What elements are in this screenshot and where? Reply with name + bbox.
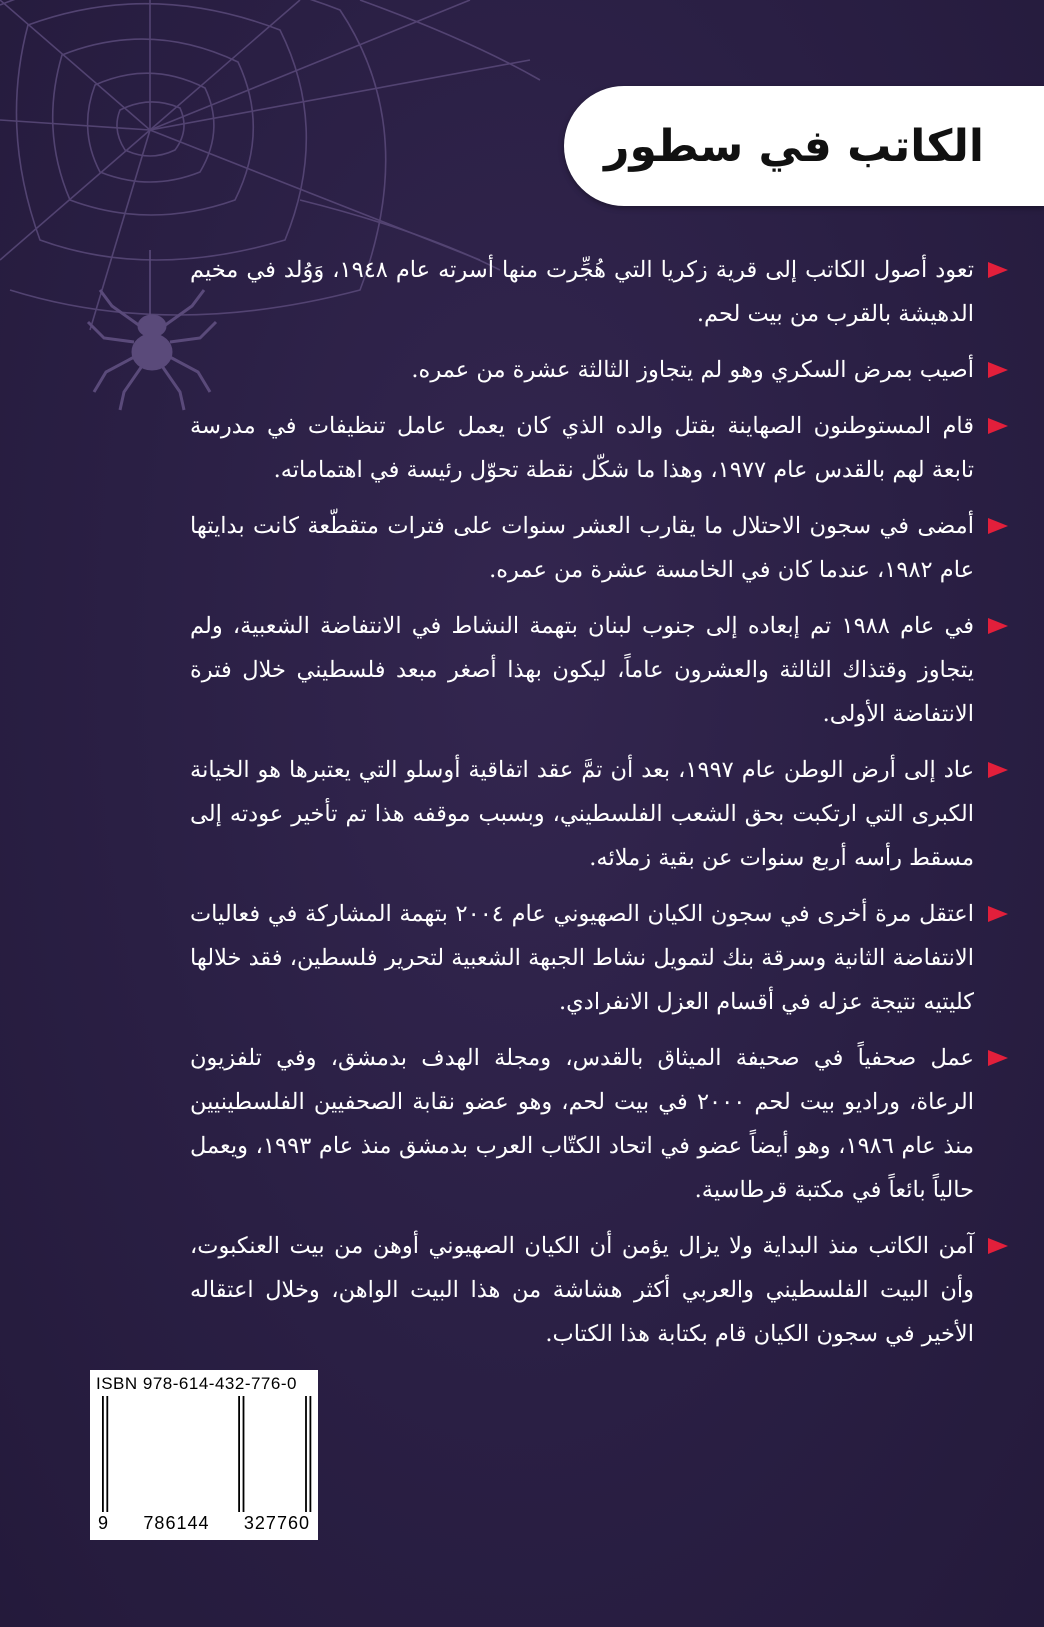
triangle-bullet-icon bbox=[988, 262, 1008, 278]
bio-item-text: أمضى في سجون الاحتلال ما يقارب العشر سنوات على فترات متقطّعة كانت بدايتها عام ١٩٨٢، عندما كان في الخامسة عشرة من عمره. bbox=[190, 513, 974, 583]
bio-item bbox=[190, 404, 1008, 492]
bio-item-text: تعود أصول الكاتب إلى قرية زكريا التي هُجِّرت منها أسرته عام ١٩٤٨، وَوُلد في مخيم الدهيشة بالقرب من بيت لحم. bbox=[190, 257, 974, 327]
triangle-bullet-icon bbox=[988, 518, 1008, 534]
bio-item-text: قام المستوطنون الصهاينة بقتل والده الذي كان يعمل عامل تنظيفات في مدرسة تابعة لهم بالقدس عام ١٩٧٧، وهذا ما شكّل نقطة تحوّل رئيسة في اهتماماته. bbox=[190, 413, 974, 483]
bio-item bbox=[190, 348, 1008, 392]
bio-item-text: آمن الكاتب منذ البداية ولا يزال يؤمن أن الكيان الصهيوني أوهن من بيت العنكبوت، وأن البيت الفلسطيني والعربي أكثر هشاشة من هذا البيت الواهن، وخلال اعتقاله الأخير في سجون الكيان قام بكتابة هذا الكتاب. bbox=[190, 1233, 974, 1347]
bio-item bbox=[190, 748, 1008, 880]
barcode-bar bbox=[238, 1396, 240, 1512]
bio-item-text: أصيب بمرض السكري وهو لم يتجاوز الثالثة عشرة من عمره. bbox=[411, 357, 974, 383]
triangle-bullet-icon bbox=[988, 1238, 1008, 1254]
bio-item bbox=[190, 504, 1008, 592]
isbn-label: ISBN 978-614-432-776-0 bbox=[96, 1374, 297, 1393]
barcode-digits bbox=[96, 1512, 312, 1534]
isbn-barcode bbox=[90, 1370, 318, 1540]
barcode-digit-group: 327760 bbox=[243, 1513, 310, 1533]
bio-item bbox=[190, 1036, 1008, 1212]
barcode-bar bbox=[106, 1396, 108, 1512]
bio-item bbox=[190, 892, 1008, 1024]
triangle-bullet-icon bbox=[988, 1050, 1008, 1066]
barcode-bars bbox=[96, 1396, 312, 1512]
triangle-bullet-icon bbox=[988, 762, 1008, 778]
bio-item-text: اعتقل مرة أخرى في سجون الكيان الصهيوني عام ٢٠٠٤ بتهمة المشاركة في فعاليات الانتفاضة الثانية وسرقة بنك لتمويل نشاط الجبهة الشعبية لتحرير فلسطين، فقد خلالها كليتيه نتيجة عزله في أقسام العزل الانفرادي. bbox=[190, 901, 974, 1015]
triangle-bullet-icon bbox=[988, 618, 1008, 634]
bio-item bbox=[190, 604, 1008, 736]
bio-item bbox=[190, 1224, 1008, 1356]
bio-list bbox=[190, 248, 1008, 1368]
triangle-bullet-icon bbox=[988, 418, 1008, 434]
barcode-digit-group: 786144 bbox=[143, 1513, 210, 1533]
triangle-bullet-icon bbox=[988, 362, 1008, 378]
bio-item-text: عاد إلى أرض الوطن عام ١٩٩٧، بعد أن تمَّ عقد اتفاقية أوسلو التي يعتبرها هو الخيانة الكبرى التي ارتكبت بحق الشعب الفلسطيني، وبسبب موقفه هذا تم تأخير عودته إلى مسقط رأسه أربع سنوات عن بقية زملائه. bbox=[190, 757, 975, 871]
bio-item-text: عمل صحفياً في صحيفة الميثاق بالقدس، ومجلة الهدف بدمشق، وفي تلفزيون الرعاة، وراديو بيت لحم ٢٠٠٠ في بيت لحم، وهو عضو نقابة الصحفيين الفلسطينيين منذ عام ١٩٨٦، وهو أيضاً عضو في اتحاد الكتّاب العرب بدمشق منذ عام ١٩٩٣، ويعمل حالياً بائعاً في مكتبة قرطاسية. bbox=[190, 1045, 974, 1203]
barcode-bar bbox=[243, 1396, 245, 1512]
barcode-digit-group: 9 bbox=[98, 1513, 110, 1533]
title-banner bbox=[564, 86, 1044, 206]
barcode-bar bbox=[310, 1396, 312, 1512]
bio-item bbox=[190, 248, 1008, 336]
barcode-bar bbox=[305, 1396, 307, 1512]
triangle-bullet-icon bbox=[988, 906, 1008, 922]
page-title: الكاتب في سطور bbox=[604, 120, 984, 172]
bio-item-text: في عام ١٩٨٨ تم إبعاده إلى جنوب لبنان بتهمة النشاط في الانتفاضة الشعبية، ولم يتجاوز وقتذاك الثالثة والعشرون عاماً، ليكون بهذا أصغر مبعد فلسطيني خلال فترة الانتفاضة الأولى. bbox=[190, 613, 974, 727]
barcode-bar bbox=[102, 1396, 104, 1512]
